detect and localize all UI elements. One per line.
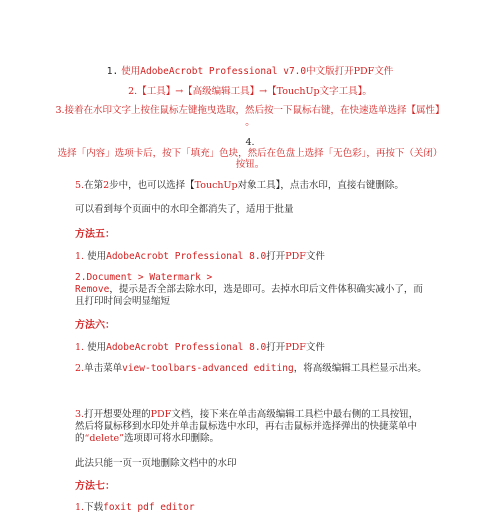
method-7-step-1-a: 下载 bbox=[84, 502, 104, 513]
step-4-number: 4. bbox=[245, 137, 255, 148]
method-6-step-3-e: 的 bbox=[75, 433, 85, 444]
method-6-summary bbox=[75, 457, 237, 471]
step-5-text-a: 在第 bbox=[84, 180, 104, 191]
method-6-step-3-b: PDF bbox=[150, 409, 172, 420]
method-6-step-1-d: PDF bbox=[285, 342, 306, 353]
method-6-step-3-d: 然后将鼠标移到水印处并单击鼠标选中水印，再右击鼠标并选择弹出的快捷菜单中 bbox=[75, 421, 418, 432]
summary-batch bbox=[75, 203, 294, 217]
step-2 bbox=[0, 85, 500, 98]
method-6-summary-text: 此法只能一页一页地删除文档中的水印 bbox=[75, 458, 237, 469]
step-3-text: 3.接着在水印文字上按住鼠标左键拖曳选取，然后按一下鼠标右键，在快速选单选择【属性】 bbox=[55, 105, 445, 116]
step-5-number: 5. bbox=[75, 180, 85, 191]
step-1-text: 使用AdobeAcrobt Professional v7.0 bbox=[121, 66, 307, 77]
method-6-step-3-line-3 bbox=[75, 432, 219, 446]
method-5-step-1-d: PDF bbox=[285, 251, 306, 262]
method-5-step-1-b: AdobeAcrobt Professional 8.0 bbox=[106, 251, 267, 262]
method-5-step-2-line-3 bbox=[75, 295, 170, 309]
method-6-step-2-a: 单击菜单 bbox=[84, 363, 123, 374]
method-5-heading: 方法五： bbox=[75, 229, 115, 240]
method-5-step-2-c: ，提示是否全部去除水印，选是即可。去掉水印后文件体积确实减小了，而 bbox=[109, 284, 423, 295]
method-6-step-2-c: ，将高级编辑工具栏显示出来。 bbox=[293, 363, 427, 374]
method-7-step-1-number: 1. bbox=[75, 502, 85, 513]
step-3-end bbox=[0, 116, 500, 129]
step-1 bbox=[0, 65, 500, 78]
method-6-step-3-f: “delete” bbox=[84, 433, 125, 444]
step-5-text-c: 步中，也可以选择【 bbox=[109, 180, 195, 191]
step-1-text-b: 中文版打开PDF文件 bbox=[306, 66, 394, 77]
method-6-step-1 bbox=[75, 341, 325, 355]
step-5 bbox=[75, 179, 404, 193]
method-7-step-1 bbox=[75, 501, 195, 515]
method-6-step-1-c: 打开 bbox=[266, 342, 286, 353]
method-6-step-1-b: AdobeAcrobt Professional 8.0 bbox=[106, 342, 267, 353]
step-5-text-d: TouchUp bbox=[194, 180, 238, 191]
method-5-step-1-number: 1. bbox=[75, 251, 88, 262]
method-6-step-1-a: 使用 bbox=[87, 342, 107, 353]
method-6-step-3-a: 打开想要处理的 bbox=[84, 409, 151, 420]
method-6-step-2-b: view-toolbars-advanced editing bbox=[122, 363, 294, 374]
step-2-text: 2.【工具】→【高级编辑工具】→【TouchUp文字工具】。 bbox=[128, 86, 372, 97]
step-1-number: 1. bbox=[106, 66, 119, 77]
method-5-step-1-c: 打开 bbox=[266, 251, 286, 262]
method-6-step-3-number: 3. bbox=[75, 409, 85, 420]
method-6-heading: 方法六： bbox=[75, 320, 115, 331]
summary-batch-text: 可以看到每个页面中的水印全都消失了，适用于批量 bbox=[75, 204, 294, 215]
method-7-step-1-b: foxit pdf editor bbox=[103, 502, 195, 513]
method-6-step-3-c: 文档，接下来在单击高级编辑工具栏中最右侧的工具按钮， bbox=[171, 409, 419, 420]
step-3-text-end: 。 bbox=[245, 117, 255, 128]
method-6-step-2-number: 2. bbox=[75, 363, 85, 374]
step-4-text: 选择「内容」选项卡后，按下「填充」色块，然后在色盘上选择「无色彩」，再按下（关闭） bbox=[57, 148, 443, 159]
method-5-step-2-b: Remove bbox=[75, 284, 110, 295]
step-4-text-end: 按钮。 bbox=[235, 159, 265, 170]
method-6-step-3-g: 选项即可将水印删除。 bbox=[124, 433, 220, 444]
method-5-step-1-e: 文件 bbox=[305, 251, 325, 262]
step-4-end bbox=[0, 158, 500, 171]
method-6-step-2 bbox=[75, 362, 427, 376]
method-6-step-1-number: 1. bbox=[75, 342, 88, 353]
step-5-text-e: 对象工具】，点击水印，直接右键删除。 bbox=[237, 180, 404, 191]
method-5-step-2-d: 且打印时间会明显缩短 bbox=[75, 296, 171, 307]
method-7-heading: 方法七： bbox=[75, 481, 115, 492]
method-5-step-1-a: 使用 bbox=[87, 251, 107, 262]
method-6-step-1-e: 文件 bbox=[305, 342, 325, 353]
step-5-text-b: 2 bbox=[103, 180, 110, 191]
method-5-step-2-a: 2.Document > Watermark > bbox=[75, 272, 213, 283]
method-5-step-1 bbox=[75, 250, 325, 264]
